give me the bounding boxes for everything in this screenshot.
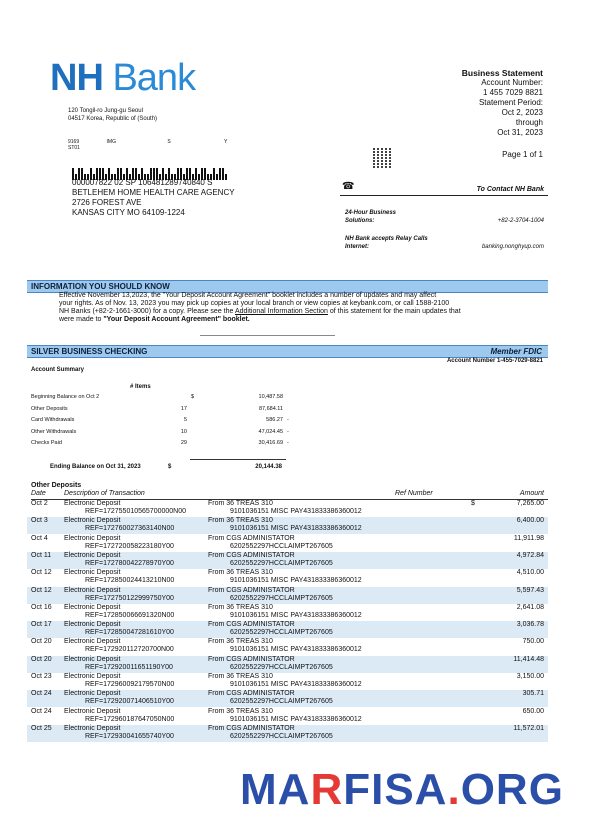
deposit-misc: 6202552297HCCLAIMPT267605 xyxy=(230,594,333,602)
watermark-part-c: ORG xyxy=(460,765,564,814)
deposit-date: Oct 20 xyxy=(31,638,52,646)
summary-amount: 47,024.45 xyxy=(258,428,283,435)
deposit-from: From CGS ADMINISTATOR xyxy=(208,621,295,629)
header-ref: Ref Number xyxy=(395,490,433,497)
table-row xyxy=(27,587,548,604)
summary-amount: 586.27 xyxy=(266,417,283,423)
bank-address-line1: 120 Tongil-ro Jung-gu Seoul xyxy=(68,108,143,114)
deposit-ref: REF=172960187647050N00 xyxy=(85,715,175,723)
summary-label: Other Deposits xyxy=(31,405,68,412)
deposit-from: From 36 TREAS 310 xyxy=(208,603,273,611)
summary-sign: - xyxy=(287,417,289,423)
watermark-part-r: R xyxy=(310,765,344,814)
deposit-ref: REF=172760027363140N00 xyxy=(85,525,175,533)
header-desc: Description of Transaction xyxy=(64,490,145,497)
summary-label: Other Withdrawals xyxy=(31,428,77,435)
table-row xyxy=(27,552,548,569)
summary-amount: 87,684.11 xyxy=(258,405,283,412)
deposit-desc: Electronic Deposit xyxy=(64,690,121,698)
deposit-misc: 6202552297HCCLAIMPT267605 xyxy=(230,559,333,567)
watermark-part-a: MA xyxy=(240,765,311,814)
deposit-amount: 750.00 xyxy=(522,638,544,646)
member-fdic: Member FDIC xyxy=(490,347,542,356)
deposits-header-row xyxy=(31,490,548,500)
summary-row xyxy=(31,406,301,416)
table-row xyxy=(27,535,548,552)
deposit-date: Oct 24 xyxy=(31,707,52,715)
recipient-line1: 000007822 02 SP 106481289740840 S xyxy=(72,178,213,187)
deposit-ref: REF=172780042278970Y00 xyxy=(85,559,174,567)
deposit-desc: Electronic Deposit xyxy=(64,551,121,559)
period-start: Oct 2, 2023 xyxy=(501,108,543,117)
checking-section-bar xyxy=(27,345,548,358)
table-row xyxy=(27,690,548,707)
ending-rule xyxy=(190,459,286,460)
deposit-amount: 305.71 xyxy=(522,690,544,698)
table-row xyxy=(27,569,548,586)
deposit-amount: 11,911.98 xyxy=(513,534,544,542)
summary-dollar: $ xyxy=(191,394,195,400)
deposit-amount: 11,414.48 xyxy=(513,655,544,663)
items-header: # Items xyxy=(130,384,151,390)
deposit-misc: 6202552297HCCLAIMPT267605 xyxy=(230,663,333,671)
notice-line3b: of this statement for the main updates that xyxy=(327,308,461,315)
deposit-ref: REF=172755010565700000N00 xyxy=(85,508,187,515)
summary-row xyxy=(31,394,301,404)
notice-line2: your rights. As of Nov. 13, 2023 you may pick up copies at your local branch or view copies at keybank.com, or call 1588-2100 xyxy=(59,300,450,307)
summary-label: Beginning Balance on Oct 2 xyxy=(31,394,100,400)
deposit-ref: REF=172720058223180Y00 xyxy=(85,542,174,550)
deposit-amount: 7,265.00 xyxy=(516,500,544,507)
notice-line4b: "Your Deposit Account Agreement" booklet. xyxy=(103,316,250,323)
statement-info xyxy=(462,68,543,138)
deposit-amount: 4,972.84 xyxy=(516,551,544,559)
deposit-amount: 11,572.01 xyxy=(513,724,544,732)
deposit-misc: 9101036151 MISC PAY431833386360012 xyxy=(230,681,362,688)
deposit-misc: 6202552297HCCLAIMPT267605 xyxy=(230,698,333,706)
ending-balance-row xyxy=(50,464,290,470)
deposit-date: Oct 12 xyxy=(31,569,52,577)
deposit-misc: 6202552297HCCLAIMPT267605 xyxy=(230,629,333,637)
deposit-amount: 650.00 xyxy=(522,707,544,715)
deposit-amount: 6,400.00 xyxy=(516,517,544,525)
deposit-desc: Electronic Deposit xyxy=(64,724,121,732)
summary-row xyxy=(31,440,301,450)
code-3: S xyxy=(167,139,171,145)
watermark-dot: . xyxy=(447,765,461,814)
code-4: Y xyxy=(224,139,228,145)
deposit-date: Oct 3 xyxy=(31,517,48,525)
notice-divider xyxy=(200,335,335,336)
deposit-ref: REF=172930041655740Y00 xyxy=(85,732,174,740)
deposit-date: Oct 20 xyxy=(31,655,52,663)
watermark-part-b: FISA xyxy=(343,765,448,814)
statement-title: Business Statement xyxy=(461,68,543,78)
logo-bank: Bank xyxy=(112,57,196,99)
table-row xyxy=(27,656,548,673)
deposit-from: From 36 TREAS 310 xyxy=(208,500,273,507)
summary-label: Checks Paid xyxy=(31,440,62,446)
summary-items: 17 xyxy=(180,405,187,412)
deposit-ref: REF=172920112720700N00 xyxy=(85,646,174,654)
deposit-from: From CGS ADMINISTATOR xyxy=(208,534,295,542)
deposit-desc: Electronic Deposit xyxy=(64,517,121,525)
summary-amount: 30,416.69 xyxy=(258,440,283,446)
deposit-desc: Electronic Deposit xyxy=(64,569,121,577)
deposit-misc: 9101036151 MISC PAY431833386360012 xyxy=(230,525,362,533)
code-1: 9169 xyxy=(68,139,80,145)
deposit-amount: 4,510.00 xyxy=(516,569,544,577)
account-label: Account Number: xyxy=(481,78,543,87)
deposit-amount: 5,597.43 xyxy=(516,586,544,594)
postal-barcode xyxy=(72,162,242,176)
notice-line1: Effective November 13,2023, the "Your Deposit Account Agreement" booklet includes a number of updates and may affect xyxy=(59,292,437,299)
deposit-date: Oct 11 xyxy=(31,551,52,559)
logo-nh: NH xyxy=(50,57,103,99)
deposit-desc: Electronic Deposit xyxy=(64,534,121,542)
summary-items: 10 xyxy=(180,428,187,435)
deposit-desc: Electronic Deposit xyxy=(64,621,121,629)
contact-header xyxy=(340,182,548,196)
code-5: ST01 xyxy=(68,145,80,151)
deposit-from: From 36 TREAS 310 xyxy=(208,638,273,646)
deposit-from: From 36 TREAS 310 xyxy=(208,517,273,525)
phone-icon: ☎ xyxy=(342,181,355,192)
deposit-ref: REF=172850066691320N00 xyxy=(85,611,175,619)
deposit-from: From CGS ADMINISTATOR xyxy=(208,690,295,698)
checking-title: SILVER BUSINESS CHECKING xyxy=(31,347,148,356)
code-2: IMG xyxy=(106,139,116,145)
deposit-ref: REF=172920071406510Y00 xyxy=(85,698,174,706)
deposit-from: From 36 TREAS 310 xyxy=(208,673,273,680)
deposit-date: Oct 17 xyxy=(31,621,52,629)
deposit-date: Oct 12 xyxy=(31,586,52,594)
deposit-ref: REF=172850024413210N00 xyxy=(85,577,175,585)
summary-sign: - xyxy=(287,428,289,435)
deposit-cur: $ xyxy=(471,500,475,507)
table-row xyxy=(27,500,548,517)
bank-address xyxy=(68,107,157,123)
deposit-desc: Electronic Deposit xyxy=(64,707,121,715)
deposit-misc: 9101036151 MISC PAY431833386360012 xyxy=(230,508,362,515)
deposit-misc: 9101036151 MISC PAY431833386360012 xyxy=(230,577,362,585)
deposit-misc: 9101036151 MISC PAY431833386360012 xyxy=(230,646,362,654)
bank-logo xyxy=(50,57,195,100)
summary-items: 5 xyxy=(183,417,187,423)
deposit-amount: 3,150.00 xyxy=(516,673,544,680)
table-row xyxy=(27,673,548,690)
contact-internet-link[interactable]: banking.nonghyup.com xyxy=(481,244,544,250)
info-notice xyxy=(59,292,539,324)
deposit-amount: 3,036.78 xyxy=(516,621,544,629)
deposit-ref: REF=172920011651190Y00 xyxy=(85,663,173,671)
deposit-desc: Electronic Deposit xyxy=(64,673,121,680)
deposit-amount: 2,641.08 xyxy=(516,603,544,611)
deposit-desc: Electronic Deposit xyxy=(64,500,121,507)
summary-sign: - xyxy=(287,440,289,446)
table-row xyxy=(27,604,548,621)
deposit-ref: REF=172750122999750Y00 xyxy=(85,594,174,602)
checking-account-number: Account Number 1-455-7029-8821 xyxy=(446,358,543,364)
ending-dollar: $ xyxy=(168,464,172,470)
deposit-date: Oct 4 xyxy=(31,534,48,542)
recipient-line3: 2726 FOREST AVE xyxy=(72,198,142,207)
deposit-date: Oct 25 xyxy=(31,724,52,732)
deposit-misc: 6202552297HCCLAIMPT267605 xyxy=(230,542,333,550)
deposit-from: From 36 TREAS 310 xyxy=(208,569,273,577)
table-row xyxy=(27,708,548,725)
deposit-date: Oct 16 xyxy=(31,603,52,611)
deposit-desc: Electronic Deposit xyxy=(64,655,121,663)
deposit-from: From 36 TREAS 310 xyxy=(208,707,273,715)
info-section-title: INFORMATION YOU SHOULD KNOW xyxy=(31,282,170,291)
page-number: Page 1 of 1 xyxy=(502,150,543,159)
recipient-line2: BETLEHEM HOME HEALTH CARE AGENCY xyxy=(72,188,235,197)
additional-info-link[interactable]: Additional Information Section xyxy=(234,308,328,315)
notice-line3a: NH Banks (+82-2-1661-3000) for a copy. Please see the xyxy=(59,308,235,315)
contact-internet-label: Internet: xyxy=(345,244,369,250)
deposit-date: Oct 24 xyxy=(31,690,52,698)
deposit-from: From CGS ADMINISTATOR xyxy=(208,724,295,732)
ending-label: Ending Balance on Oct 31, 2023 xyxy=(50,464,141,470)
table-row xyxy=(27,517,548,534)
account-summary-title: Account Summary xyxy=(31,367,85,373)
summary-items: 29 xyxy=(180,440,187,446)
recipient-line4: KANSAS CITY MO 64109-1224 xyxy=(72,208,185,217)
header-amount: Amount xyxy=(519,490,544,497)
summary-row xyxy=(31,417,301,427)
deposit-from: From CGS ADMINISTATOR xyxy=(208,655,295,663)
deposit-desc: Electronic Deposit xyxy=(64,638,121,646)
contact-info xyxy=(345,209,544,251)
period-through: through xyxy=(515,118,543,127)
deposit-ref: REF=172850047281610Y00 xyxy=(85,629,174,637)
deposit-date: Oct 23 xyxy=(31,673,52,680)
contact-relay-label: NH Bank accepts Relay Calls xyxy=(345,236,428,242)
summary-row xyxy=(31,429,301,439)
notice-line3 xyxy=(59,308,539,316)
qr-code-overlay xyxy=(373,148,393,168)
deposit-desc: Electronic Deposit xyxy=(64,586,121,594)
recipient-address xyxy=(72,178,235,218)
deposit-date: Oct 2 xyxy=(31,500,48,507)
ending-amount: 20,144.38 xyxy=(255,464,282,470)
table-row xyxy=(27,725,548,742)
table-row xyxy=(27,621,548,638)
deposit-misc: 9101036151 MISC PAY431833386360012 xyxy=(230,611,362,619)
bank-address-line2: 04517 Korea, Republic of (South) xyxy=(68,116,158,122)
period-label: Statement Period: xyxy=(478,98,543,107)
summary-label: Card Withdrawals xyxy=(31,417,75,423)
deposit-ref: REF=172960092179570N00 xyxy=(85,681,175,688)
period-end: Oct 31, 2023 xyxy=(497,128,543,137)
mail-codes xyxy=(68,139,268,151)
other-deposits-title: Other Deposits xyxy=(31,482,82,489)
notice-line4 xyxy=(59,316,539,324)
deposit-desc: Electronic Deposit xyxy=(64,603,121,611)
header-date: Date xyxy=(31,490,46,497)
contact-24h-label: 24-Hour Business xyxy=(345,210,397,216)
contact-solutions-phone: +82-2-3704-1004 xyxy=(497,218,544,224)
contact-solutions-label: Solutions: xyxy=(345,218,375,224)
table-row xyxy=(27,638,548,655)
summary-amount: 10,487.58 xyxy=(258,394,283,400)
account-number: 1 455 7029 8821 xyxy=(482,88,543,97)
deposit-from: From CGS ADMINISTATOR xyxy=(208,586,295,594)
watermark xyxy=(240,765,564,815)
deposit-misc: 9101036151 MISC PAY431833386360012 xyxy=(230,715,362,723)
notice-line4a: were made to xyxy=(59,316,104,323)
contact-title: To Contact NH Bank xyxy=(476,186,544,193)
deposit-misc: 6202552297HCCLAIMPT267605 xyxy=(230,732,333,740)
deposit-from: From CGS ADMINISTATOR xyxy=(208,551,295,559)
